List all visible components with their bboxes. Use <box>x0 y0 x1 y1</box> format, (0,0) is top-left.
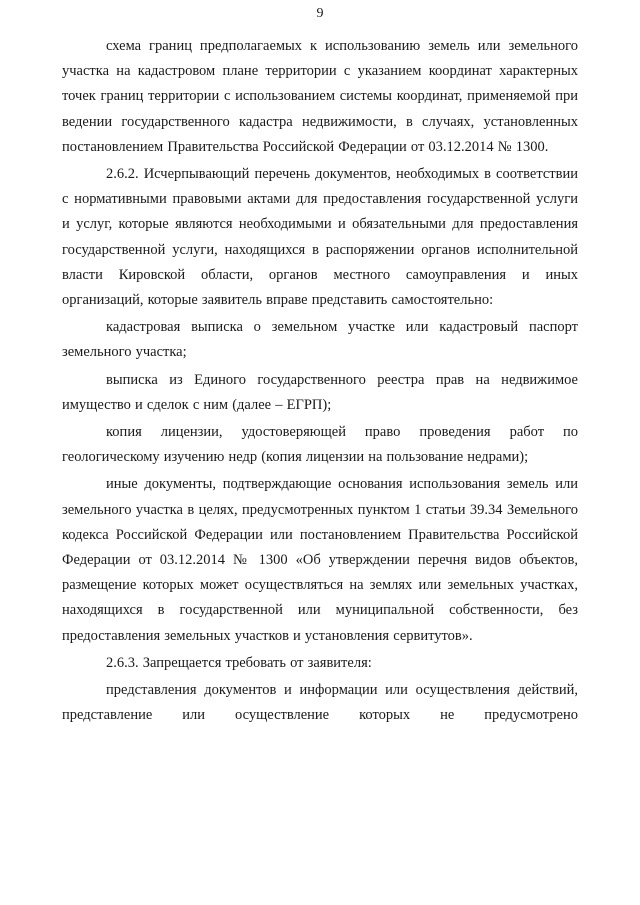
paragraph-5: копия лицензии, удостоверяющей право проведения работ по геологическому изучению недр (копия лицензии на пользование недрами); <box>62 424 578 466</box>
body-text <box>62 34 578 728</box>
paragraph-2: 2.6.2. Исчерпывающий перечень документов, необходимых в соответствии с нормативными правовыми актами для предоставления государственной услуги и услуг, которые являются необходимыми и обязательными для предоставления государственной услуги, находящихся в распоряжении органов исполнительной власти Кировской области, органов местного самоуправления и иных организаций, которые заявитель вправе представить самостоятельно: <box>62 166 578 309</box>
paragraph-7: 2.6.3. Запрещается требовать от заявителя: <box>106 654 372 671</box>
paragraph-6: иные документы, подтверждающие основания использования земель или земельного участка в целях, предусмотренных пунктом 1 статьи 39.34 Земельного кодекса Российской Федерации или постановлением Правительства Российской Федерации от 03.12.2014 № 1300 «Об утверждении перечня видов объектов, размещение которых может осуществляться на землях или земельных участках, находящихся в государственной или муниципальной собственности, без предоставления земельных участков и установления сервитутов». <box>62 476 578 644</box>
paragraph-1: схема границ предполагаемых к использованию земель или земельного участка на кадастровом плане территории с указанием координат характерных точек границ территории с использованием системы координат, применяемой при ведении государственного кадастра недвижимости, в случаях, установленных постановлением Правительства Российской Федерации от 03.12.2014 № 1300. <box>62 38 578 155</box>
paragraph-8: представления документов и информации или осуществления действий, представление или осуществление которых не предусмотрено <box>62 682 578 724</box>
paragraph-3: кадастровая выписка о земельном участке или кадастровый паспорт земельного участка; <box>62 319 578 361</box>
paragraph-4: выписка из Единого государственного реестра прав на недвижимое имущество и сделок с ним (далее – ЕГРП); <box>62 371 578 413</box>
page-number: 9 <box>316 6 324 21</box>
